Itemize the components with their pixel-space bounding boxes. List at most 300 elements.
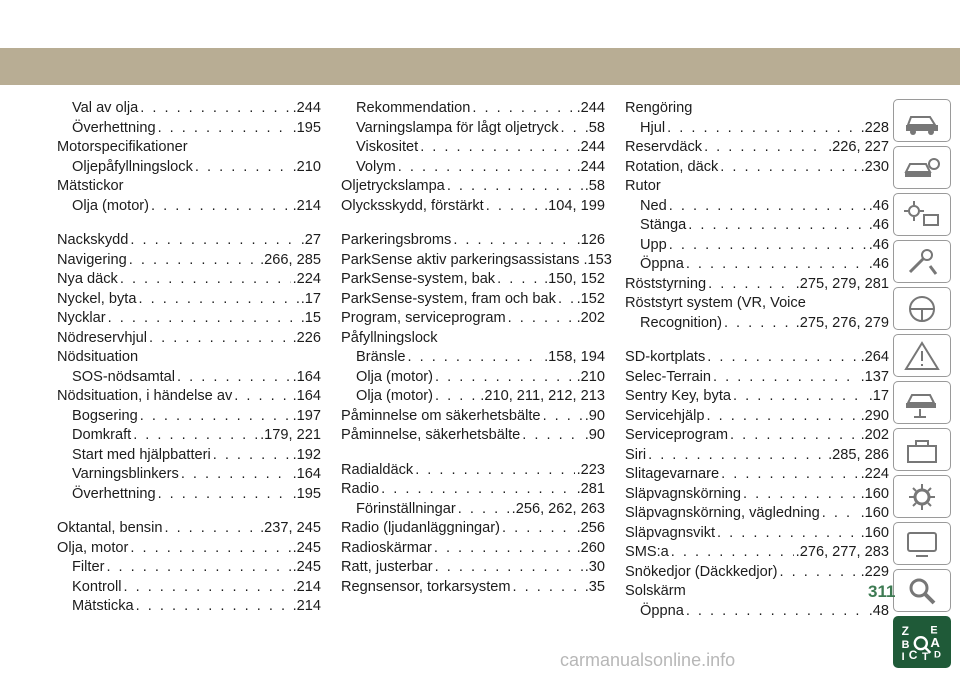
index-entry-label: Recognition) bbox=[640, 314, 722, 331]
dot-leader bbox=[435, 558, 583, 578]
dot-leader bbox=[686, 255, 867, 275]
index-entry-label: Solskärm bbox=[625, 583, 686, 599]
index-entry-page[interactable]: .58 bbox=[584, 178, 605, 194]
search-icon[interactable] bbox=[893, 569, 951, 612]
index-entry-label: Mätsticka bbox=[72, 598, 134, 614]
index-entry-label: Oktantal, bensin bbox=[57, 520, 163, 536]
index-entry-label: Kontroll bbox=[72, 578, 122, 595]
index-entry-page[interactable]: .229 bbox=[860, 563, 889, 580]
index-entry bbox=[57, 485, 321, 505]
index-entry bbox=[341, 177, 605, 197]
index-entry bbox=[341, 519, 605, 539]
dot-leader bbox=[780, 563, 859, 583]
index-letter: T bbox=[922, 651, 929, 663]
index-entry bbox=[341, 480, 605, 500]
index-entry-page[interactable]: .237, 245 bbox=[260, 520, 321, 536]
header-bar bbox=[0, 48, 960, 85]
index-entry bbox=[57, 519, 321, 539]
index-entry bbox=[341, 539, 605, 559]
index-entry-page[interactable]: .244 bbox=[292, 100, 321, 116]
index-entry-page[interactable]: .58 bbox=[584, 119, 605, 136]
index-entry bbox=[341, 426, 605, 446]
index-entry bbox=[57, 158, 321, 178]
dot-leader bbox=[420, 138, 574, 158]
index-entry-label: Ned bbox=[640, 197, 667, 214]
index-entry bbox=[57, 539, 321, 559]
index-entry-label: Nackskydd bbox=[57, 232, 129, 248]
sun-warning-icon[interactable] bbox=[893, 193, 951, 236]
index-entry-page[interactable]: .195 bbox=[292, 485, 321, 502]
index-entry bbox=[57, 348, 321, 368]
index-entry bbox=[341, 368, 605, 388]
toolbox-icon[interactable] bbox=[893, 428, 951, 471]
dot-leader bbox=[713, 368, 859, 388]
index-entry-label: Start med hjälpbatteri bbox=[72, 446, 211, 463]
index-entry bbox=[57, 177, 321, 197]
index-entry-label: Program, serviceprogram bbox=[341, 310, 506, 326]
index-entry bbox=[57, 251, 321, 271]
dot-leader bbox=[151, 197, 291, 217]
index-entry-label: ParkSense-system, fram och bak bbox=[341, 290, 556, 307]
index-entry-page[interactable]: .153 bbox=[583, 251, 612, 268]
index-entry-label: Navigering bbox=[57, 251, 127, 268]
index-entry-label: Radio bbox=[341, 481, 380, 497]
index-entry-label: Ratt, justerbar bbox=[341, 559, 433, 575]
index-entry-page[interactable]: .197 bbox=[292, 407, 321, 424]
index-entry-page[interactable]: .275, 279, 281 bbox=[795, 275, 889, 292]
index-entry-label: Hjul bbox=[640, 119, 666, 136]
index-entry-label: Röststyrning bbox=[625, 275, 707, 292]
index-entry bbox=[57, 465, 321, 485]
dot-leader bbox=[708, 275, 794, 295]
index-entry-label: Rotation, däck bbox=[625, 158, 719, 175]
index-entry-label: Radio (ljudanläggningar) bbox=[341, 520, 501, 536]
dot-leader bbox=[502, 519, 575, 539]
index-entry-page[interactable]: .17 bbox=[868, 388, 889, 404]
index-entry bbox=[625, 368, 889, 388]
index-entry-page[interactable]: .264 bbox=[860, 349, 889, 365]
index-entry-page[interactable]: .192 bbox=[292, 446, 321, 463]
index-entry bbox=[57, 309, 321, 329]
index-entry-label: Viskositet bbox=[356, 139, 419, 155]
index-entry bbox=[341, 348, 605, 368]
dot-leader bbox=[108, 309, 299, 329]
dot-leader bbox=[561, 119, 583, 139]
index-entry bbox=[625, 602, 889, 622]
index-entry-label: Reservdäck bbox=[625, 139, 703, 155]
dot-leader bbox=[136, 597, 291, 617]
index-entry-page[interactable]: .285, 286 bbox=[828, 446, 889, 463]
dot-leader bbox=[164, 519, 258, 539]
index-column-2 bbox=[341, 99, 612, 597]
dot-leader bbox=[381, 480, 574, 500]
index-entry-page[interactable]: .17 bbox=[300, 290, 321, 307]
dot-leader bbox=[522, 426, 582, 446]
index-entry bbox=[341, 99, 605, 119]
index-entry bbox=[341, 270, 605, 290]
dot-leader bbox=[686, 602, 867, 622]
index-entry-page[interactable]: .226, 227 bbox=[828, 139, 889, 155]
index-column-3 bbox=[625, 99, 889, 621]
index-entry-label: Nödreservhjul bbox=[57, 329, 148, 346]
dot-leader bbox=[149, 329, 291, 349]
dot-leader bbox=[140, 99, 290, 119]
warning-triangle-icon[interactable] bbox=[893, 334, 951, 377]
index-entry-label: Upp bbox=[640, 236, 667, 253]
index-entry-page[interactable]: .46 bbox=[868, 197, 889, 214]
index-entry bbox=[57, 387, 321, 407]
index-entry-page[interactable]: .224 bbox=[860, 466, 889, 482]
screen-icon[interactable] bbox=[893, 522, 951, 565]
index-entry-label: Nycklar bbox=[57, 310, 106, 326]
section-gap bbox=[57, 216, 321, 231]
index-entry-page[interactable]: .30 bbox=[584, 559, 605, 575]
index-entry-page[interactable]: .202 bbox=[860, 427, 889, 443]
index-entry-page[interactable]: .244 bbox=[576, 158, 605, 175]
index-entry-page[interactable]: .158, 194 bbox=[544, 349, 605, 365]
index-entry-label: Rengöring bbox=[625, 100, 693, 116]
index-entry-page[interactable]: .260 bbox=[576, 539, 605, 556]
dot-leader bbox=[106, 558, 290, 578]
index-entry-label: Förinställningar bbox=[356, 500, 456, 517]
index-entry-label: Påfyllningslock bbox=[341, 329, 438, 346]
dot-leader bbox=[513, 578, 583, 598]
index-entry bbox=[625, 582, 889, 602]
dot-leader bbox=[177, 368, 291, 388]
dot-leader bbox=[435, 387, 478, 407]
index-entry bbox=[341, 461, 605, 481]
dot-leader bbox=[669, 197, 867, 217]
index-entry bbox=[341, 290, 605, 310]
section-gap bbox=[341, 216, 605, 231]
index-entry-label: Volym bbox=[356, 158, 396, 175]
index-entry-label: Bränsle bbox=[356, 349, 406, 365]
index-letter: I bbox=[901, 651, 905, 663]
index-entry-label: Domkraft bbox=[72, 427, 132, 443]
index-entry bbox=[625, 119, 889, 139]
dot-leader bbox=[447, 177, 583, 197]
index-entry bbox=[625, 197, 889, 217]
index-letter: Z bbox=[901, 623, 909, 638]
index-entry-label: Nya däck bbox=[57, 271, 118, 287]
index-entry-page[interactable]: .90 bbox=[584, 407, 605, 424]
index-letter: B bbox=[901, 639, 910, 651]
chapter-tabs bbox=[893, 99, 953, 672]
index-entry bbox=[625, 426, 889, 446]
dot-leader bbox=[129, 251, 258, 271]
index-entry-page[interactable]: .266, 285 bbox=[260, 251, 321, 268]
index-entry-page[interactable]: .275, 276, 279 bbox=[795, 314, 889, 331]
index-entry bbox=[57, 197, 321, 217]
index-entry-page[interactable]: .164 bbox=[292, 466, 321, 482]
index-entry-label: Selec-Terrain bbox=[625, 368, 711, 385]
dot-leader bbox=[472, 99, 574, 119]
index-entry-page[interactable]: .137 bbox=[860, 368, 889, 385]
index-entry bbox=[625, 177, 889, 197]
index-entry-page[interactable]: .152 bbox=[576, 290, 605, 307]
index-entry bbox=[341, 138, 605, 158]
index-entry-label: Stänga bbox=[640, 217, 687, 233]
index-entry bbox=[341, 231, 605, 251]
index-entry-page[interactable]: .179, 221 bbox=[260, 427, 321, 443]
dot-leader bbox=[123, 578, 290, 598]
index-entry-label: Öppna bbox=[640, 602, 684, 619]
index-entry bbox=[57, 578, 321, 598]
index-entry bbox=[625, 216, 889, 236]
dot-leader bbox=[721, 465, 858, 485]
index-entry-label: Röststyrt system (VR, Voice bbox=[625, 295, 806, 311]
index-entry-label: SOS-nödsamtal bbox=[72, 368, 176, 385]
index-entry-label: Överhettning bbox=[72, 485, 156, 502]
dot-leader bbox=[648, 446, 826, 466]
index-entry-page[interactable]: .244 bbox=[576, 100, 605, 116]
dot-leader bbox=[158, 119, 291, 139]
dot-leader bbox=[181, 465, 291, 485]
dot-leader bbox=[730, 426, 859, 446]
index-entry-label: Olycksskydd, förstärkt bbox=[341, 197, 484, 214]
index-entry bbox=[625, 524, 889, 544]
index-entry-page[interactable]: .15 bbox=[300, 310, 321, 326]
index-entry-label: Oljepåfyllningslock bbox=[72, 158, 193, 175]
wrench-icon[interactable] bbox=[893, 240, 951, 283]
index-entry bbox=[57, 446, 321, 466]
dot-leader bbox=[158, 485, 291, 505]
index-entry-page[interactable]: .256 bbox=[576, 520, 605, 536]
car-icon[interactable] bbox=[893, 99, 951, 142]
index-entry bbox=[57, 138, 321, 158]
index-entry-label: SD-kortplats bbox=[625, 349, 706, 365]
car-key-icon[interactable] bbox=[893, 146, 951, 189]
index-entry bbox=[625, 99, 889, 119]
index-entry-page[interactable]: .90 bbox=[584, 427, 605, 443]
page-number: 311 bbox=[868, 582, 896, 601]
index-entry-label: Parkeringsbroms bbox=[341, 232, 452, 248]
dot-leader bbox=[120, 270, 291, 290]
index-entry bbox=[625, 294, 889, 314]
index-entry-page[interactable]: .195 bbox=[292, 119, 321, 136]
index-entry bbox=[625, 465, 889, 485]
index-entry-page[interactable]: .164 bbox=[292, 388, 321, 404]
index-entry-page[interactable]: .160 bbox=[860, 485, 889, 502]
dot-leader bbox=[669, 236, 867, 256]
index-entry-label: Olja (motor) bbox=[72, 197, 150, 214]
dot-leader bbox=[486, 197, 542, 217]
index-entry-label: Regnsensor, torkarsystem bbox=[341, 578, 511, 595]
index-entry-label: Slitagevarnare bbox=[625, 466, 720, 482]
dot-leader bbox=[508, 309, 575, 329]
index-entry-page[interactable]: .290 bbox=[860, 407, 889, 424]
index-entry-label: Oljetryckslampa bbox=[341, 178, 445, 194]
index-entry bbox=[625, 543, 889, 563]
dot-leader bbox=[415, 461, 574, 481]
index-entry-label: SMS:a bbox=[625, 544, 669, 560]
index-entry-page[interactable]: .214 bbox=[292, 598, 321, 614]
index-entry bbox=[625, 314, 889, 334]
index-entry-page[interactable]: .46 bbox=[868, 256, 889, 272]
index-entry-label: Släpvagnskörning bbox=[625, 485, 742, 502]
index-entry bbox=[341, 558, 605, 578]
index-entry bbox=[57, 329, 321, 349]
dot-leader bbox=[822, 504, 859, 524]
dot-leader bbox=[130, 231, 298, 251]
index-entry bbox=[57, 597, 321, 617]
index-entry-page[interactable]: .228 bbox=[860, 119, 889, 136]
index-entry-page[interactable]: .48 bbox=[868, 602, 889, 619]
index-entry-label: Rekommendation bbox=[356, 100, 471, 116]
dot-leader bbox=[497, 270, 542, 290]
gear-icon[interactable] bbox=[893, 475, 951, 518]
dot-leader bbox=[543, 407, 583, 427]
dot-leader bbox=[435, 368, 575, 388]
index-entry-page[interactable]: .226 bbox=[292, 329, 321, 346]
index-entry bbox=[57, 270, 321, 290]
index-entry bbox=[57, 231, 321, 251]
index-entry-page[interactable]: .150, 152 bbox=[544, 271, 605, 287]
dot-leader bbox=[733, 387, 867, 407]
index-entry bbox=[57, 558, 321, 578]
index-letters-icon[interactable] bbox=[893, 616, 951, 668]
index-entry-label: Varningsblinkers bbox=[72, 466, 179, 482]
index-entry-label: Radioskärmar bbox=[341, 539, 432, 556]
index-entry bbox=[341, 197, 605, 217]
dot-leader bbox=[707, 407, 859, 427]
index-entry bbox=[625, 563, 889, 583]
dot-leader bbox=[140, 407, 291, 427]
index-column-1 bbox=[57, 99, 321, 617]
index-entry bbox=[341, 158, 605, 178]
index-entry-page[interactable]: .35 bbox=[584, 578, 605, 595]
index-entry bbox=[57, 99, 321, 119]
index-entry-page[interactable]: .245 bbox=[292, 559, 321, 575]
steering-wheel-icon[interactable] bbox=[893, 287, 951, 330]
index-letter: C bbox=[908, 647, 918, 662]
index-entry bbox=[625, 275, 889, 295]
dot-leader bbox=[434, 539, 575, 559]
dot-leader bbox=[558, 290, 575, 310]
dot-leader bbox=[138, 290, 298, 310]
index-entry bbox=[57, 368, 321, 388]
index-entry-page[interactable]: .126 bbox=[576, 232, 605, 248]
section-gap bbox=[341, 446, 605, 461]
index-entry-label: Påminnelse, säkerhetsbälte bbox=[341, 427, 521, 443]
index-letter: D bbox=[934, 649, 941, 661]
index-entry-page[interactable]: .276, 277, 283 bbox=[795, 544, 889, 560]
index-entry bbox=[57, 426, 321, 446]
dot-leader bbox=[704, 138, 826, 158]
dot-leader bbox=[234, 387, 290, 407]
index-entry-page[interactable]: .210, 211, 212, 213 bbox=[480, 388, 605, 404]
index-entry-page[interactable]: .223 bbox=[576, 461, 605, 478]
index-entry bbox=[625, 236, 889, 256]
dot-leader bbox=[688, 216, 866, 236]
index-entry-label: Släpvagnskörning, vägledning bbox=[625, 505, 820, 521]
index-entry-label: Motorspecifikationer bbox=[57, 139, 188, 155]
dot-leader bbox=[743, 485, 859, 505]
index-entry-label: Servicehjälp bbox=[625, 407, 705, 424]
index-letter: A bbox=[930, 634, 940, 650]
index-entry-label: Rutor bbox=[625, 178, 661, 194]
index-entry bbox=[625, 348, 889, 368]
index-entry-page[interactable]: .104, 199 bbox=[544, 197, 605, 214]
index-entry-label: Bogsering bbox=[72, 407, 138, 424]
index-entry-label: Siri bbox=[625, 446, 647, 463]
index-entry-page[interactable]: .245 bbox=[292, 539, 321, 556]
index-entry bbox=[625, 158, 889, 178]
dot-leader bbox=[720, 158, 858, 178]
index-entry-label: Mätstickor bbox=[57, 178, 124, 194]
index-entry bbox=[625, 446, 889, 466]
index-entry-label: Nödsituation bbox=[57, 349, 139, 365]
index-entry bbox=[341, 387, 605, 407]
index-entry bbox=[625, 485, 889, 505]
dot-leader bbox=[458, 500, 510, 520]
index-entry-page[interactable]: .202 bbox=[576, 310, 605, 326]
index-letter: E bbox=[930, 624, 938, 637]
dot-leader bbox=[707, 348, 858, 368]
dot-leader bbox=[671, 543, 794, 563]
index-entry-page[interactable]: .230 bbox=[860, 158, 889, 175]
index-entry bbox=[57, 407, 321, 427]
dot-leader bbox=[213, 446, 291, 466]
car-lift-icon[interactable] bbox=[893, 381, 951, 424]
index-entry-page[interactable]: .46 bbox=[868, 236, 889, 253]
index-entry-label: Filter bbox=[72, 559, 105, 575]
index-entry-page[interactable]: .27 bbox=[300, 232, 321, 248]
index-entry-label: Varningslampa för lågt oljetryck bbox=[356, 119, 559, 136]
index-entry bbox=[341, 500, 605, 520]
index-entry-page[interactable]: .160 bbox=[860, 524, 889, 541]
index-entry-label: Olja, motor bbox=[57, 539, 129, 556]
index-entry-label: ParkSense aktiv parkeringsassistans bbox=[341, 251, 580, 268]
index-entry bbox=[57, 119, 321, 139]
index-entry-page[interactable]: .281 bbox=[576, 481, 605, 497]
dot-leader bbox=[130, 539, 290, 559]
index-entry bbox=[625, 387, 889, 407]
index-entry-page[interactable]: .244 bbox=[576, 139, 605, 155]
watermark-text: carmanualsonline.info bbox=[560, 650, 736, 670]
index-entry-label: Öppna bbox=[640, 256, 684, 272]
dot-leader bbox=[717, 524, 859, 544]
index-entry-label: Påminnelse om säkerhetsbälte bbox=[341, 407, 541, 424]
index-entry-label: Överhettning bbox=[72, 119, 156, 136]
index-entry bbox=[341, 251, 612, 271]
index-entry-page[interactable]: .214 bbox=[292, 578, 321, 595]
index-entry-label: Olja (motor) bbox=[356, 388, 434, 404]
index-entry bbox=[341, 578, 605, 598]
index-entry bbox=[341, 407, 605, 427]
index-entry-page[interactable]: .210 bbox=[292, 158, 321, 175]
index-entry-label: Sentry Key, byta bbox=[625, 388, 731, 404]
index-entry-label: Val av olja bbox=[72, 100, 139, 116]
dot-leader bbox=[398, 158, 575, 178]
index-entry-page[interactable]: .160 bbox=[860, 505, 889, 521]
dot-leader bbox=[453, 231, 574, 251]
index-entry bbox=[341, 119, 605, 139]
index-entry-page[interactable]: .164 bbox=[292, 368, 321, 385]
index-entry-page[interactable]: .256, 262, 263 bbox=[511, 500, 605, 517]
index-entry-label: Radialdäck bbox=[341, 461, 414, 478]
index-entry-page[interactable]: .214 bbox=[292, 197, 321, 214]
dot-leader bbox=[195, 158, 291, 178]
index-entry-page[interactable]: .224 bbox=[292, 271, 321, 287]
index-entry-page[interactable]: .210 bbox=[576, 368, 605, 385]
index-entry bbox=[341, 329, 605, 349]
index-entry-label: Snökedjor (Däckkedjor) bbox=[625, 563, 778, 580]
dot-leader bbox=[724, 314, 794, 334]
index-entry-label: Släpvagnsvikt bbox=[625, 524, 716, 541]
index-entry-page[interactable]: .46 bbox=[868, 217, 889, 233]
section-gap bbox=[625, 333, 889, 348]
